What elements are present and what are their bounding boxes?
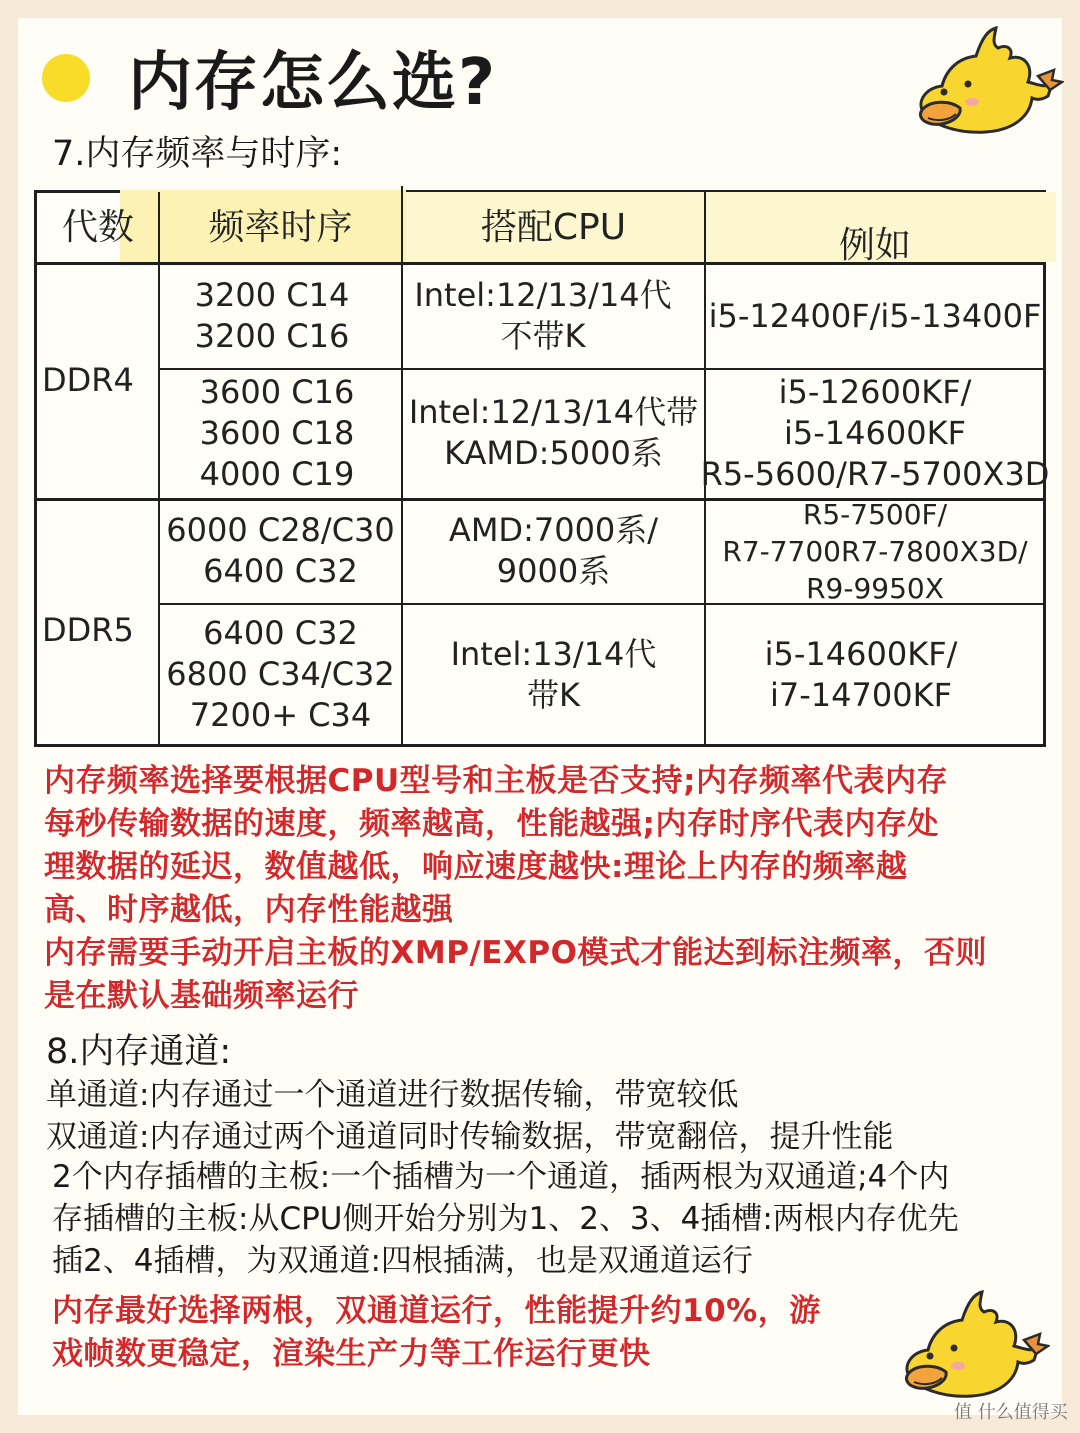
- page-title: 内存怎么选?: [128, 46, 498, 120]
- table-cell-cpu: AMD:7000系/ 9000系: [448, 511, 659, 590]
- dual-channel-note: 内存最好选择两根，双通道运行，性能提升约10%，游 戏帧数更稳定，渲染生产力等工作运行更快: [52, 1293, 821, 1372]
- table-cell-example: R5-7500F/ R7-7700R7-7800X3D/ R9-9950X: [722, 497, 1028, 605]
- section7-heading: 7.内存频率与时序:: [52, 134, 343, 174]
- table-cell-example: i5-14600KF/ i7-14700KF: [764, 634, 958, 714]
- table-cell-frequency: 3600 C16 3600 C18 4000 C19: [199, 372, 355, 493]
- slot-description: 2个内存插槽的主板:一个插槽为一个通道，插两根为双通道;4个内 存插槽的主板:从CPU侧开始分别为1、2、3、4插槽:两根内存优先 插2、4插槽，为双通道:四根插满，也是双通道运行: [52, 1159, 959, 1279]
- table-cell-frequency: 6000 C28/C30 6400 C32: [166, 511, 395, 590]
- header-example: 例如: [838, 224, 911, 266]
- table-cell-cpu: Intel:12/13/14代 不带K: [414, 276, 672, 355]
- table-cell-example: i5-12600KF/ i5-14600KF R5-5600/R7-5700X3D: [700, 372, 1050, 493]
- table-cell-frequency: 6400 C32 6800 C34/C32 7200+ C34: [166, 614, 395, 734]
- frequency-note: 内存频率选择要根据CPU型号和主板是否支持;内存频率代表内存 每秒传输数据的速度，频率越高，性能越强;内存时序代表内存处 理数据的延迟，数值越低，响应速度越快:理论上内存的频率越 高、时序越低，内存性能越强: [44, 763, 949, 928]
- ddr5-label: DDR5: [42, 610, 134, 649]
- header-generation: 代数: [61, 206, 134, 248]
- table-cell-cpu: Intel:12/13/14代带 KAMD:5000系: [408, 393, 699, 472]
- header-frequency: 频率时序: [208, 206, 353, 248]
- watermark: 值 什么值得买: [954, 1402, 1068, 1423]
- table-cell-example: i5-12400F/i5-13400F: [708, 296, 1042, 335]
- duck-mascot-icon: [916, 26, 1064, 138]
- xmp-note: 内存需要手动开启主板的XMP/EXPO模式才能达到标注频率，否则 是在默认基础频率运行: [44, 935, 987, 1014]
- table-cell-frequency: 3200 C14 3200 C16: [194, 276, 350, 355]
- duck-mascot-icon: [902, 1290, 1050, 1402]
- header-cpu: 搭配CPU: [480, 206, 627, 248]
- table-cell-cpu: Intel:13/14代 带K: [450, 634, 657, 714]
- yellow-dot-icon: [42, 54, 90, 102]
- section8-heading: 8.内存通道:: [46, 1032, 232, 1072]
- channel-description: 单通道:内存通过一个通道进行数据传输，带宽较低 双通道:内存通过两个通道同时传输数据，带宽翻倍，提升性能: [46, 1077, 894, 1155]
- ddr4-label: DDR4: [42, 360, 134, 399]
